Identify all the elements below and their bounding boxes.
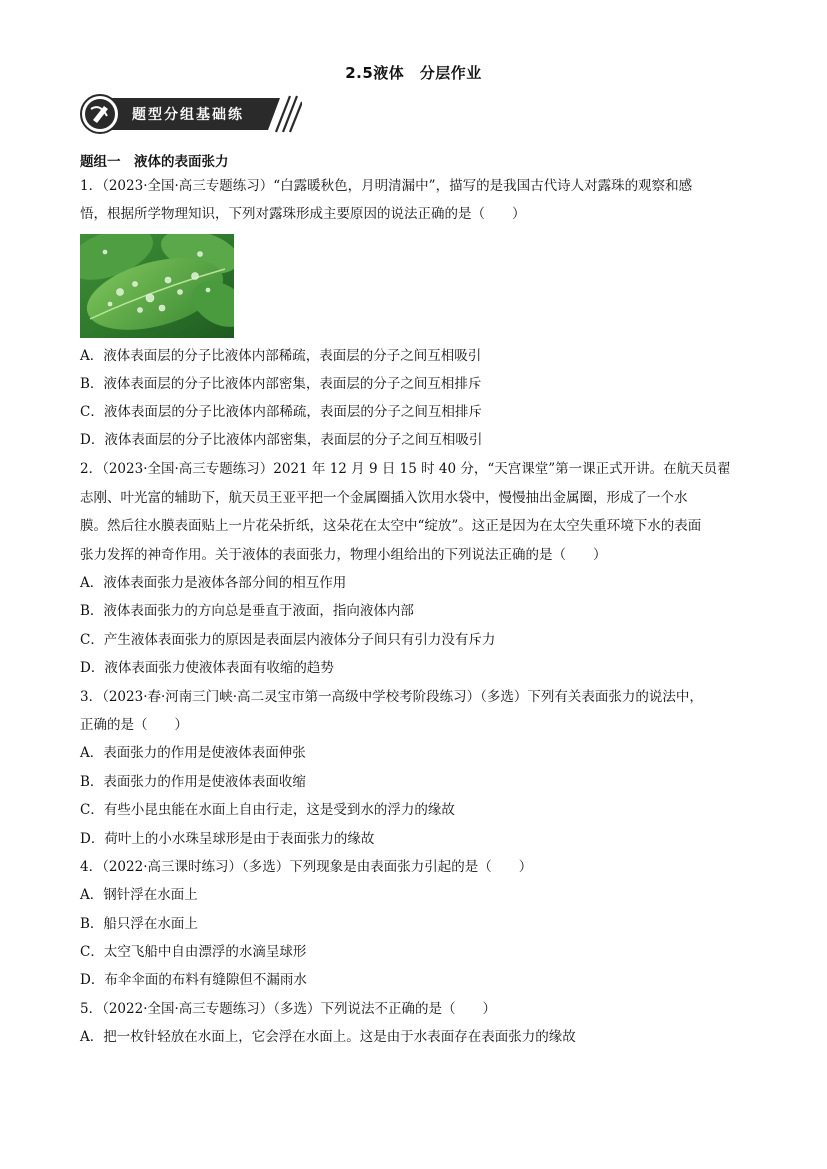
question-2-line-2: 志刚、叶光富的辅助下，航天员王亚平把一个金属圈插入饮用水袋中，慢慢抽出金属圈，形成了一个水 (80, 490, 688, 506)
question-2-line-3: 膜。然后往水膜表面贴上一片花朵折纸，这朵花在太空中“绽放”。这正是因为在太空失重环境下水的表面 (80, 518, 702, 534)
question-4-option-a: A．钢针浮在水面上 (80, 887, 198, 903)
question-1-option-d: D．液体表面层的分子比液体内部密集，表面层的分子之间互相吸引 (80, 432, 483, 448)
question-5-line-1: 5．（2022·全国·高三专题练习）（多选）下列说法不正确的是（ ） (80, 1001, 497, 1017)
dew-leaf-photo (80, 234, 234, 338)
banner-label: 题型分组基础练 (132, 107, 244, 123)
question-2-option-a: A．液体表面张力是液体各部分间的相互作用 (80, 575, 347, 591)
question-3-option-d: D．荷叶上的小水珠呈球形是由于表面张力的缘故 (80, 831, 375, 847)
question-3-line-1: 3．（2023·春·河南三门峡·高二灵宝市第一高级中学校考阶段练习）（多选）下列有关表面张力的说法中， (80, 689, 703, 705)
question-4-option-d: D．布伞伞面的布料有缝隙但不漏雨水 (80, 972, 307, 988)
question-3-line-2: 正确的是（ ） (80, 717, 188, 733)
question-2-line-4: 张力发挥的神奇作用。关于液体的表面张力，物理小组给出的下列说法正确的是（ ） (80, 547, 607, 563)
question-4-option-b: B．船只浮在水面上 (80, 916, 198, 932)
question-4-line-1: 4．（2022·高三课时练习）（多选）下列现象是由表面张力引起的是（ ） (80, 859, 533, 875)
question-2-option-b: B．液体表面张力的方向总是垂直于液面，指向液体内部 (80, 603, 414, 619)
page-title: 2.5液体 分层作业 (345, 64, 482, 82)
question-5-option-a: A．把一枚针轻放在水面上，它会浮在水面上。这是由于水表面存在表面张力的缘故 (80, 1029, 576, 1045)
question-3-option-a: A．表面张力的作用是使液体表面伸张 (80, 745, 306, 761)
question-1-option-b: B．液体表面层的分子比液体内部密集，表面层的分子之间互相排斥 (80, 376, 482, 392)
group-title: 题组一 液体的表面张力 (80, 154, 229, 170)
question-2-option-c: C．产生液体表面张力的原因是表面层内液体分子间只有引力没有斥力 (80, 632, 496, 648)
question-3-option-b: B．表面张力的作用是使液体表面收缩 (80, 774, 306, 790)
question-1-option-c: C．液体表面层的分子比液体内部稀疏，表面层的分子之间互相排斥 (80, 404, 482, 420)
question-1-option-a: A．液体表面层的分子比液体内部稀疏，表面层的分子之间互相吸引 (80, 348, 482, 364)
section-banner (80, 94, 302, 134)
question-3-option-c: C．有些小昆虫能在水面上自由行走，这是受到水的浮力的缘故 (80, 802, 455, 818)
question-1-line-1: 1．（2023·全国·高三专题练习）“白露暖秋色，月明清漏中”，描写的是我国古代诗人对露珠的观察和感 (80, 178, 693, 194)
question-4-option-c: C．太空飞船中自由漂浮的水滴呈球形 (80, 944, 307, 960)
question-2-line-1: 2．（2023·全国·高三专题练习）2021 年 12 月 9 日 15 时 40 分，“天宫课堂”第一课正式开讲。在航天员翟 (80, 461, 731, 477)
question-1-line-2: 悟，根据所学物理知识，下列对露珠形成主要原因的说法正确的是（ ） (80, 206, 526, 222)
question-2-option-d: D．液体表面张力使液体表面有收缩的趋势 (80, 660, 334, 676)
